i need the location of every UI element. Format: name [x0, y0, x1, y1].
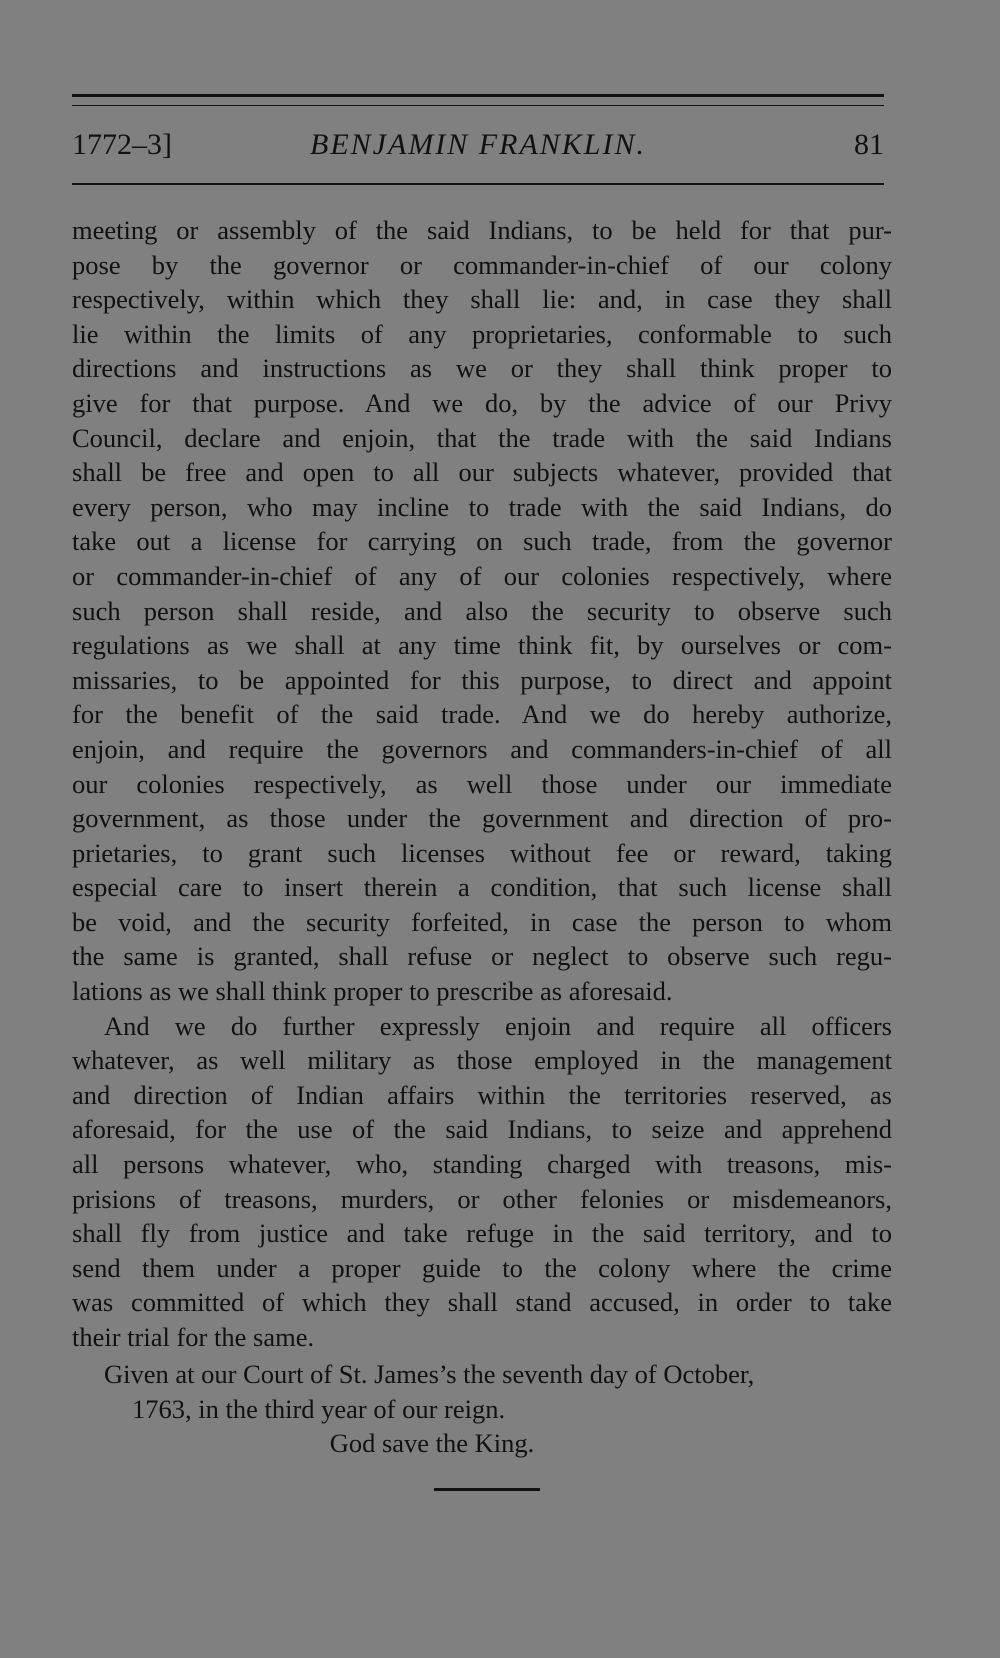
text-line: And we do further expressly enjoin and require all officers: [104, 1010, 892, 1041]
text-line: send them under a proper guide to the colony where the crime: [72, 1252, 892, 1283]
text-line: enjoin, and require the governors and commanders-in-chief of all: [72, 733, 892, 764]
text-line: was committed of which they shall stand accused, in order to take: [72, 1287, 892, 1318]
text-line: shall fly from justice and take refuge in the said territory, and to: [72, 1218, 892, 1249]
text-line: prietaries, to grant such licenses without fee or reward, taking: [72, 837, 892, 868]
text-line: prisions of treasons, murders, or other felonies or misdemeanors,: [72, 1183, 892, 1214]
paragraph-1: [72, 213, 892, 1009]
running-head: [72, 125, 884, 165]
text-line: directions and instructions as we or they shall think proper to: [72, 353, 892, 384]
text-line: our colonies respectively, as well those under our immediate: [72, 768, 892, 799]
text-line: every person, who may incline to trade with the said Indians, do: [72, 491, 892, 522]
text-line: whatever, as well military as those employed in the management: [72, 1045, 892, 1076]
text-line: the same is granted, shall refuse or neglect to observe such regu-: [72, 941, 892, 972]
text-line: especial care to insert therein a condition, that such license shall: [72, 872, 892, 903]
text-line: all persons whatever, who, standing charged with treasons, mis-: [72, 1149, 892, 1180]
text-line: meeting or assembly of the said Indians, to be held for that pur-: [72, 215, 892, 245]
text-line: aforesaid, for the use of the said Indians, to seize and apprehend: [72, 1114, 892, 1145]
page-number: 81: [854, 128, 884, 161]
text-line: missaries, to be appointed for this purpose, to direct and appoint: [72, 664, 892, 695]
text-line: their trial for the same.: [72, 1322, 315, 1352]
salutation: God save the King.: [329, 1428, 535, 1459]
text-line: such person shall reside, and also the security to observe such: [72, 595, 892, 626]
text-line: government, as those under the government and direction of pro-: [72, 803, 892, 834]
running-head-title: BENJAMIN FRANKLIN.: [310, 128, 646, 161]
text-line: or commander-in-chief of any of our colonies respectively, where: [72, 560, 892, 591]
date-line: 1763, in the third year of our reign.: [132, 1393, 506, 1424]
body-text: [72, 213, 892, 1355]
paragraph-2: [72, 1009, 892, 1355]
top-rule-thick: [72, 94, 884, 97]
text-line: shall be free and open to all our subjects whatever, provided that: [72, 457, 892, 488]
running-head-date: 1772–3]: [72, 128, 172, 161]
closing-block: [72, 1357, 892, 1461]
text-line: respectively, within which they shall lie: and, in case they shall: [72, 284, 892, 315]
given-line: Given at our Court of St. James’s the seventh day of October,: [104, 1359, 755, 1389]
end-rule: [434, 1488, 540, 1491]
text-line: give for that purpose. And we do, by the advice of our Privy: [72, 387, 892, 418]
text-line: lations as we shall think proper to prescribe as aforesaid.: [72, 976, 673, 1007]
top-rule-thin: [72, 105, 884, 106]
text-line: for the benefit of the said trade. And we do hereby authorize,: [72, 699, 892, 730]
text-line: be void, and the security forfeited, in case the person to whom: [72, 906, 892, 937]
text-line: lie within the limits of any proprietaries, conformable to such: [72, 318, 892, 349]
text-line: regulations as we shall at any time think fit, by ourselves or com-: [72, 630, 892, 661]
text-line: take out a license for carrying on such trade, from the governor: [72, 526, 892, 557]
text-line: pose by the governor or commander-in-chief of our colony: [72, 249, 892, 280]
text-line: and direction of Indian affairs within the territories reserved, as: [72, 1079, 892, 1110]
text-line: Council, declare and enjoin, that the trade with the said Indians: [72, 422, 892, 453]
header-rule: [72, 183, 884, 185]
